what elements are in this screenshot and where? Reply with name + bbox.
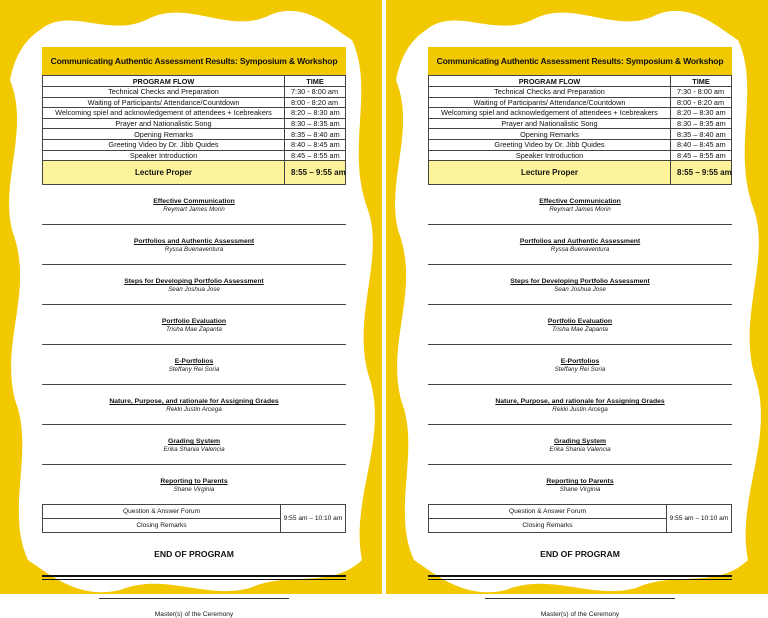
table-row: Question & Answer Forum 9:55 am – 10:10 am bbox=[43, 505, 346, 519]
table-row: Technical Checks and Preparation 7:30 - 8:00 am bbox=[429, 87, 732, 98]
table-row: Greeting Video by Dr. Jibb Quides 8:40 – 8:45 am bbox=[429, 139, 732, 150]
list-item: Reporting to Parents Shane Virginia bbox=[546, 478, 614, 494]
list-item: Nature, Purpose, and rationale for Assigning Grades Rekki Justin Arcega bbox=[428, 385, 732, 425]
table-row: Prayer and Nationalistic Song 8:30 – 8:35 am bbox=[43, 118, 346, 129]
list-item: Steps for Developing Portfolio Assessment Sean Joshua Jose bbox=[42, 265, 346, 305]
program-card-left bbox=[0, 0, 382, 618]
list-item: Nature, Purpose, and rationale for Assigning Grades Rekki Justin Arcega bbox=[42, 385, 346, 425]
closing-table bbox=[428, 504, 732, 533]
table-row: Closing Remarks bbox=[43, 519, 346, 533]
closing-table bbox=[42, 504, 346, 533]
table-row: Waiting of Participants/ Attendance/Countdown 8:00 - 8:20 am bbox=[429, 97, 732, 108]
lecture-proper-row: Lecture Proper 8:55 – 9:55 am bbox=[43, 161, 346, 185]
table-row: Speaker Introduction 8:45 – 8:55 am bbox=[429, 150, 732, 161]
signature-label: Master(s) of the Ceremony bbox=[540, 611, 620, 618]
divider bbox=[42, 575, 346, 580]
list-item: Reporting to Parents Shane Virginia bbox=[160, 478, 228, 494]
table-row: Greeting Video by Dr. Jibb Quides 8:40 – 8:45 am bbox=[43, 139, 346, 150]
lecture-proper-row: Lecture Proper 8:55 – 9:55 am bbox=[429, 161, 732, 185]
table-row: Closing Remarks bbox=[429, 519, 732, 533]
program-flow-table bbox=[42, 75, 346, 185]
col-program-flow: PROGRAM FLOW bbox=[429, 76, 671, 87]
list-item: E-Portfolios Steffany Rei Soria bbox=[42, 345, 346, 385]
list-item: Effective Communication Reymart James Morin bbox=[42, 185, 346, 225]
divider bbox=[428, 575, 732, 580]
topic-list bbox=[42, 185, 346, 504]
program-title: Communicating Authentic Assessment Results: Symposium & Workshop bbox=[428, 47, 732, 75]
table-row: Welcoming spiel and acknowledgement of attendees + Icebreakers 8:20 – 8:30 am bbox=[429, 108, 732, 119]
end-of-program: END OF PROGRAM bbox=[154, 549, 234, 560]
table-row: Waiting of Participants/ Attendance/Countdown 8:00 - 8:20 am bbox=[43, 97, 346, 108]
list-item: Grading System Erika Shania Valencia bbox=[428, 425, 732, 465]
list-item: Portfolios and Authentic Assessment Ryssa Buenaventura bbox=[42, 225, 346, 265]
list-item: Portfolios and Authentic Assessment Ryssa Buenaventura bbox=[428, 225, 732, 265]
signature-label: Master(s) of the Ceremony bbox=[154, 611, 234, 618]
table-row: Opening Remarks 8:35 – 8:40 am bbox=[429, 129, 732, 140]
table-row: Opening Remarks 8:35 – 8:40 am bbox=[43, 129, 346, 140]
list-item: E-Portfolios Steffany Rei Soria bbox=[428, 345, 732, 385]
list-item: Portfolio Evaluation Trisha Mae Zapanta bbox=[42, 305, 346, 345]
end-of-program: END OF PROGRAM bbox=[540, 549, 620, 560]
table-row: Technical Checks and Preparation 7:30 - 8:00 am bbox=[43, 87, 346, 98]
table-row: Speaker Introduction 8:45 – 8:55 am bbox=[43, 150, 346, 161]
col-time: TIME bbox=[671, 76, 732, 87]
list-item: Steps for Developing Portfolio Assessment Sean Joshua Jose bbox=[428, 265, 732, 305]
program-card-right bbox=[386, 0, 768, 618]
table-row: Prayer and Nationalistic Song 8:30 – 8:35 am bbox=[429, 118, 732, 129]
topic-list bbox=[428, 185, 732, 504]
list-item: Grading System Erika Shania Valencia bbox=[42, 425, 346, 465]
list-item: Effective Communication Reymart James Morin bbox=[428, 185, 732, 225]
col-program-flow: PROGRAM FLOW bbox=[43, 76, 285, 87]
table-row: Welcoming spiel and acknowledgement of attendees + Icebreakers 8:20 – 8:30 am bbox=[43, 108, 346, 119]
table-row: Question & Answer Forum 9:55 am – 10:10 am bbox=[429, 505, 732, 519]
list-item: Portfolio Evaluation Trisha Mae Zapanta bbox=[428, 305, 732, 345]
program-flow-table bbox=[428, 75, 732, 185]
signature-line bbox=[485, 598, 675, 599]
col-time: TIME bbox=[285, 76, 346, 87]
program-title: Communicating Authentic Assessment Results: Symposium & Workshop bbox=[42, 47, 346, 75]
signature-line bbox=[99, 598, 289, 599]
